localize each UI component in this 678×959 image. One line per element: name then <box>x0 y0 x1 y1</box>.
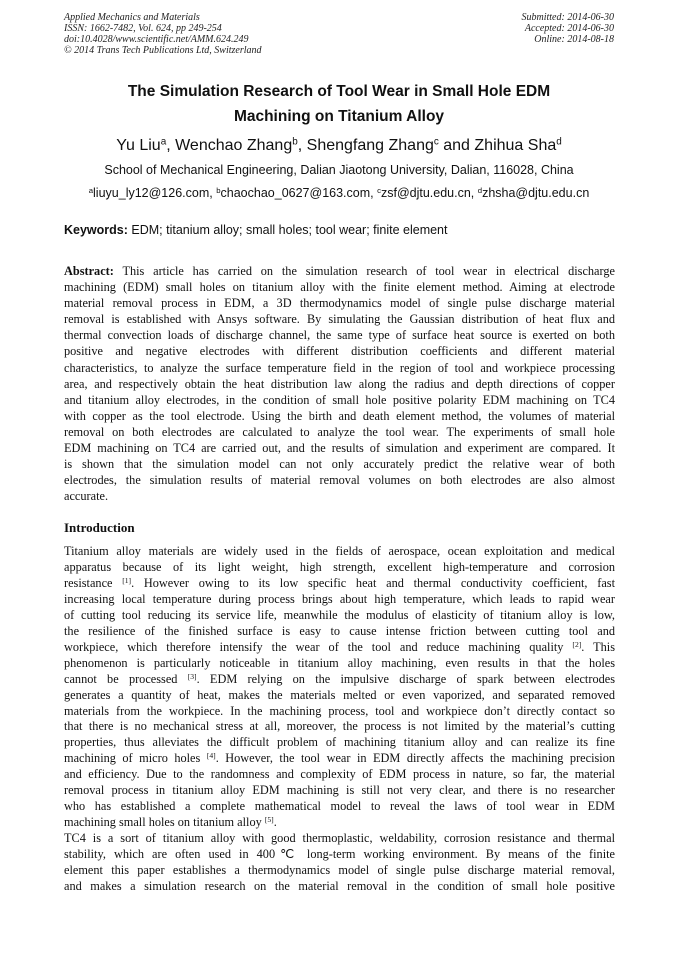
text-run: EDM machining on TC4 are carried out, and the results of simulation and experiment are compared. It <box>64 441 615 456</box>
paragraph <box>64 544 615 831</box>
citation: [4] <box>206 751 216 761</box>
text-run: the resilience of the finished surface is easy to cause intense friction between cutting tool and <box>64 623 615 638</box>
text-line <box>64 735 615 751</box>
text-run: and efficiency. Due to the randomness and complexity of EDM process in nature, so far, the material <box>64 767 615 782</box>
text-line <box>64 263 615 279</box>
header-line: doi:10.4028/www.scientific.net/AMM.624.249 <box>64 34 249 45</box>
text-line <box>64 295 615 311</box>
text-run: material removal process in EDM, a 3D thermodynamics model of single pulse discharge material <box>64 296 615 311</box>
text-line <box>64 376 615 392</box>
text-run: machining small holes on titanium alloy <box>64 815 265 830</box>
abstract-label: Abstract: <box>64 264 114 278</box>
email-address: zhsha@djtu.edu.cn <box>482 186 590 200</box>
text-run: thermal convection loads of discharge channel, the same type of surface heat source is exerted on both <box>64 328 615 343</box>
text-run: workpiece, which therefore intensify the wear of the tool and reduce machining quality <box>64 639 573 654</box>
text-line <box>64 408 615 424</box>
text-run: cannot be processed <box>64 671 188 686</box>
text-line <box>64 424 615 440</box>
text-run: phenomenon is particularly noticeable in titanium alloy machining, even results in that the holes <box>64 655 615 670</box>
text-line <box>64 472 615 488</box>
text-run: positive and negative electrodes with different distribution coefficients and different material <box>64 344 615 359</box>
abstract <box>64 263 615 504</box>
text-run: characteristics, to analyze the surface temperature field in the region of tool and workpiece processing <box>64 360 615 375</box>
text-run: removal on both electrodes are calculated to analyze the tool wear. The experiments of small hole <box>64 424 615 439</box>
citation: [3] <box>187 671 197 681</box>
header-line: Online: 2014-08-18 <box>534 34 614 45</box>
email-address: liuyu_ly12@126.com <box>93 186 210 200</box>
text-run: and makes a simulation research on the material removal in the condition of small hole positive <box>64 879 615 894</box>
keywords-text: EDM; titanium alloy; small holes; tool wear; finite element <box>127 223 448 237</box>
author-name: Yu Liu <box>116 137 161 154</box>
author-name: Shengfang Zhang <box>306 137 434 154</box>
text-run: is shown that the simulation model can not only accurately predict the relative wear of both <box>64 457 615 472</box>
text-run: and titanium alloy electrodes, in the condition of small hole positive polarity EDM machining on TC4 <box>64 392 615 407</box>
paragraph <box>64 831 615 895</box>
text-line <box>64 560 615 576</box>
text-run: who has established a complete mathematical model to reveal the laws of tool wear in EDM <box>64 799 615 814</box>
text-run: increasing local temperature during process brings about high temperature, which leads to rapid wear <box>64 591 615 606</box>
text-line <box>64 360 615 376</box>
email-address: zsf@djtu.edu.cn <box>380 186 471 200</box>
email-separator: , <box>370 186 378 200</box>
title-line: Machining on Titanium Alloy <box>233 108 445 125</box>
text-run: apparatus because of its light weight, high strength, excellent high-temperature and corrosion <box>64 559 615 574</box>
author-separator: , <box>166 137 176 154</box>
author-affil-mark: b <box>292 136 298 148</box>
title-line: The Simulation Research of Tool Wear in Small Hole EDM <box>127 83 551 100</box>
text-line <box>64 783 615 799</box>
text-run: machining of micro holes <box>64 751 207 766</box>
author-name: Wenchao Zhang <box>175 137 293 154</box>
text-line <box>64 440 615 456</box>
header-line: Submitted: 2014-06-30 <box>521 12 614 23</box>
text-line <box>64 576 615 592</box>
text-line <box>64 624 615 640</box>
header-line: © 2014 Trans Tech Publications Ltd, Switzerland <box>64 45 262 56</box>
introduction-body <box>64 544 615 895</box>
text-run: Titanium alloy materials are widely used in the fields of aerospace, ocean exploitation and medical <box>64 544 615 558</box>
text-line <box>64 672 615 688</box>
email-mark: c <box>377 185 381 195</box>
section-heading-introduction: Introduction <box>64 520 135 535</box>
text-run: . This <box>581 639 615 654</box>
text-run: properties, thus alleviates the difficult problem of machining titanium alloy and can realize its fine <box>64 735 615 750</box>
header-line: Applied Mechanics and Materials <box>64 12 200 23</box>
author-affil-mark: a <box>160 136 167 148</box>
text-run: materials from the workpiece. In the machining process, tool and workpiece don’t directly contact so <box>64 703 615 718</box>
email-separator: , <box>209 186 217 200</box>
text-run: accurate. <box>64 489 109 504</box>
text-run: area, and respectively obtain the heat distribution law along the radius and depth directions of copper <box>64 376 615 391</box>
text-run: . However owing to its low specific heat and thermal conductivity coefficient, fast <box>131 575 615 590</box>
text-run: of cutting tool reducing its service life, meanwhile the modulus of elasticity of titanium alloy is low, <box>64 607 615 622</box>
text-line <box>64 799 615 815</box>
text-run: removal is established with Ansys software. By simulating the Gaussian distribution of heat flux and <box>64 312 615 327</box>
text-line <box>64 688 615 704</box>
submission-dates <box>522 12 615 45</box>
text-line <box>64 719 615 735</box>
text-line <box>64 488 615 504</box>
text-line <box>64 279 615 295</box>
text-line <box>64 544 615 560</box>
keywords-label: Keywords: <box>64 223 128 237</box>
text-line <box>64 608 615 624</box>
author-name: Zhihua Sha <box>474 137 557 154</box>
author-emails <box>0 186 678 200</box>
text-run: TC4 is a sort of titanium alloy with good thermoplastic, weldability, corrosion resistance and thermal <box>64 831 615 846</box>
text-line <box>64 815 615 831</box>
text-run: This article has carried on the simulation research of tool wear in electrical discharge <box>113 264 615 278</box>
affiliation: School of Mechanical Engineering, Dalian Jiaotong University, Dalian, 116028, China <box>104 163 574 177</box>
text-run: with copper as the tool electrode. Using the birth and death element method, the volumes of material <box>64 408 615 423</box>
citation: [5] <box>264 815 274 825</box>
text-line <box>64 847 615 863</box>
authors <box>0 137 678 155</box>
text-line <box>64 767 615 783</box>
text-run: that there is no mechanical stress at all, moreover, the process is not limited by the material’s cutting <box>64 719 615 734</box>
author-separator: , <box>297 137 307 154</box>
text-line <box>64 863 615 879</box>
text-run: stability, which are often used in 400℃ long-term working environment. By means of the finite <box>64 847 615 862</box>
text-line <box>64 656 615 672</box>
journal-info <box>64 12 262 56</box>
email-separator: , <box>470 186 478 200</box>
text-line <box>64 327 615 343</box>
author-affil-mark: d <box>556 136 562 148</box>
text-run: . <box>273 815 277 830</box>
text-run: machining (EDM) small holes on titanium alloy with the finite element method. Aiming at electrode <box>64 280 615 295</box>
email-mark: a <box>88 185 94 195</box>
email-mark: b <box>216 185 221 195</box>
keywords <box>64 223 447 237</box>
text-line <box>64 592 615 608</box>
header-line: ISSN: 1662-7482, Vol. 624, pp 249-254 <box>64 23 222 34</box>
text-run: resistance <box>64 575 123 590</box>
author-separator: and <box>438 137 475 154</box>
citation: [1] <box>122 575 132 585</box>
text-line <box>64 311 615 327</box>
paper-title <box>0 79 678 129</box>
text-line <box>64 879 615 895</box>
text-line <box>64 751 615 767</box>
text-run: removal process in titanium alloy EDM machining is still not very clear, and there is no researcher <box>64 783 615 798</box>
text-run: element this paper establishes a thermodynamics model of single pulse discharge material removal, <box>64 863 615 878</box>
author-affil-mark: c <box>433 136 439 148</box>
text-line <box>64 343 615 359</box>
text-line <box>64 456 615 472</box>
text-line <box>64 392 615 408</box>
citation: [2] <box>572 639 582 649</box>
header-line: Accepted: 2014-06-30 <box>524 23 614 34</box>
text-line <box>64 704 615 720</box>
email-mark: d <box>477 185 483 195</box>
text-line <box>64 640 615 656</box>
email-address: chaochao_0627@163.com <box>220 186 371 200</box>
text-run: . EDM relying on the impulsive discharge of spark between electrodes <box>196 671 615 686</box>
text-run: electrodes, the simulation results of material removal volumes on both electrodes are also almost <box>64 473 615 488</box>
text-run: generates a quantity of heat, makes the materials melted or even vaporized, and separated removed <box>64 687 615 702</box>
text-line <box>64 831 615 847</box>
text-run: . However, the tool wear in EDM directly affects the machining precision <box>215 751 615 766</box>
